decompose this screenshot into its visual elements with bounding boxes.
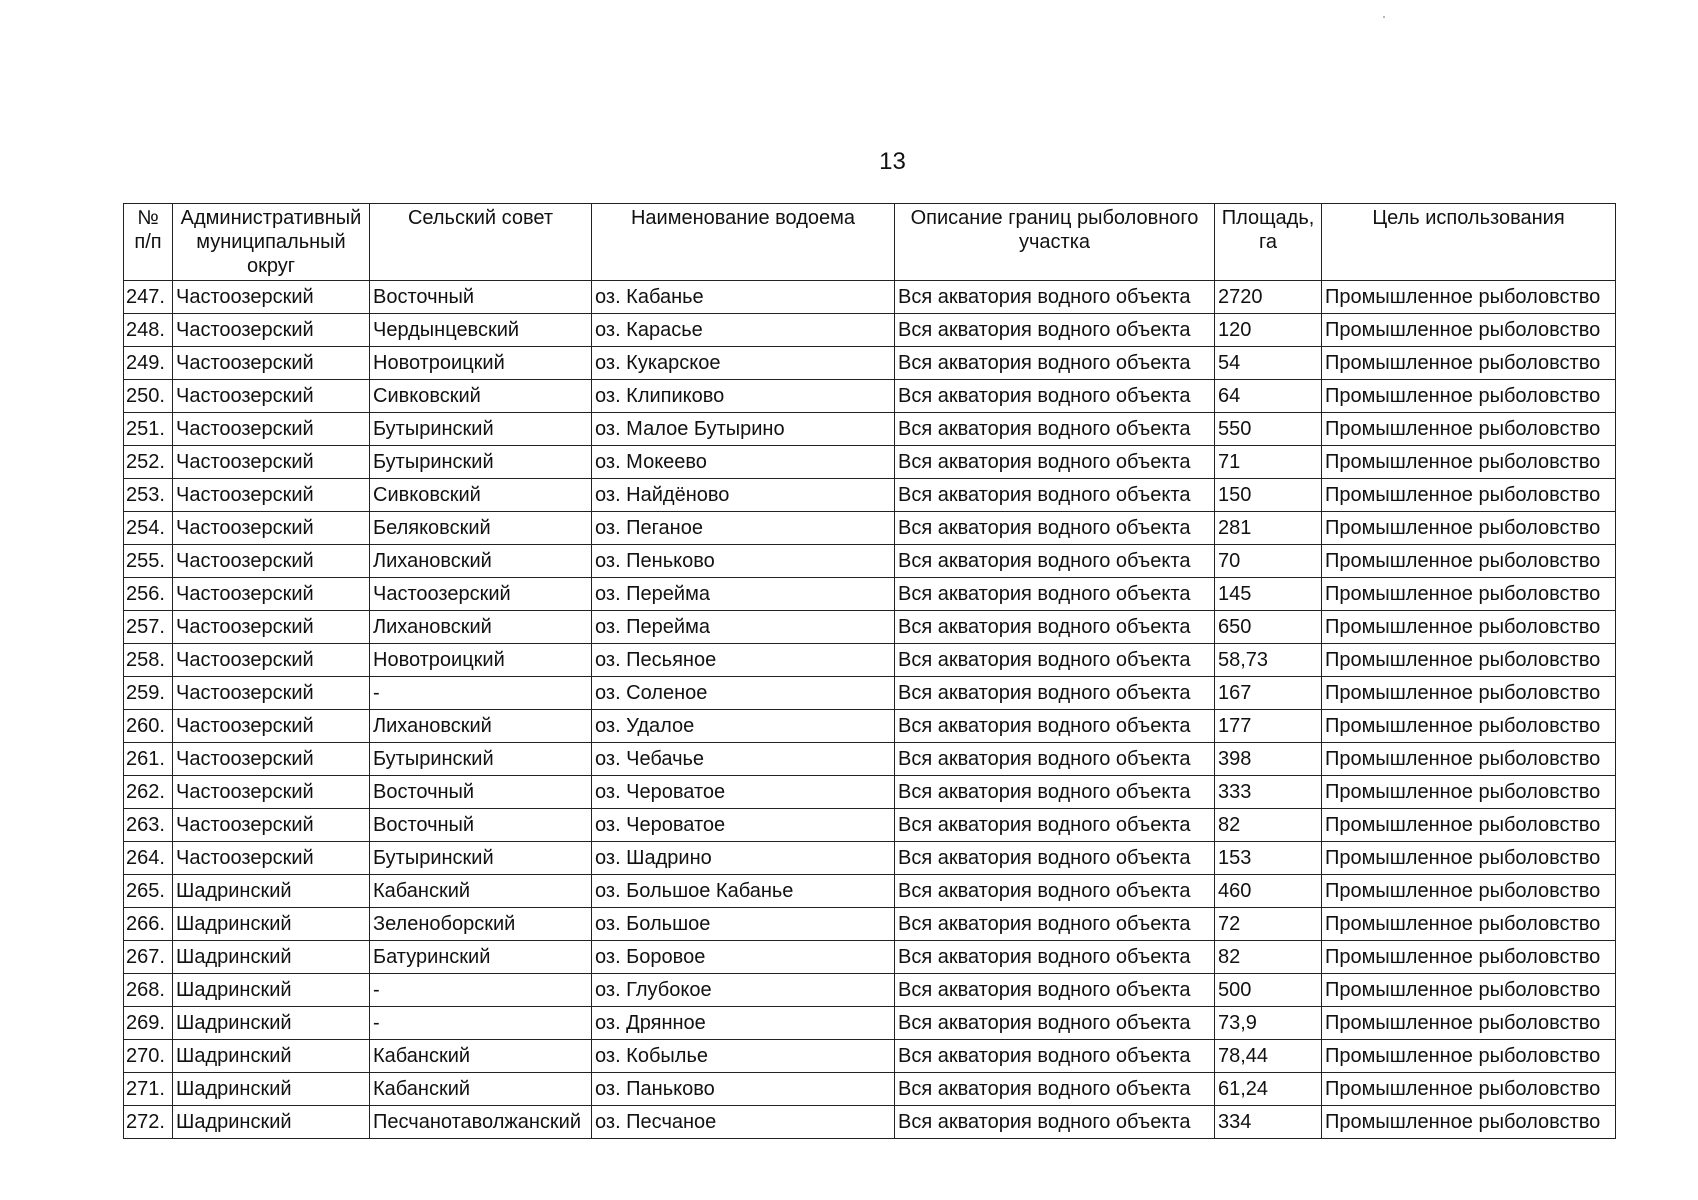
cell-council: Новотроицкий	[370, 644, 592, 677]
cell-waterbody: оз. Пеганое	[592, 512, 895, 545]
table-row	[124, 875, 1616, 908]
cell-district: Шадринский	[173, 941, 370, 974]
table-row	[124, 512, 1616, 545]
table-row	[124, 1040, 1616, 1073]
cell-purpose: Промышленное рыболовство	[1322, 842, 1616, 875]
cell-boundaries: Вся акватория водного объекта	[895, 1106, 1215, 1139]
cell-num: 254.	[124, 512, 173, 545]
cell-area: 71	[1215, 446, 1322, 479]
cell-boundaries: Вся акватория водного объекта	[895, 1073, 1215, 1106]
cell-council: Беляковский	[370, 512, 592, 545]
cell-area: 550	[1215, 413, 1322, 446]
cell-district: Шадринский	[173, 974, 370, 1007]
cell-council: Кабанский	[370, 1073, 592, 1106]
table-row	[124, 974, 1616, 1007]
table-row	[124, 677, 1616, 710]
cell-area: 61,24	[1215, 1073, 1322, 1106]
table-row	[124, 1073, 1616, 1106]
cell-purpose: Промышленное рыболовство	[1322, 974, 1616, 1007]
cell-waterbody: оз. Песчаное	[592, 1106, 895, 1139]
cell-waterbody: оз. Пеньково	[592, 545, 895, 578]
header-num-line-2: п/п	[134, 231, 162, 253]
cell-waterbody: оз. Мокеево	[592, 446, 895, 479]
cell-district: Шадринский	[173, 875, 370, 908]
cell-waterbody: оз. Кобылье	[592, 1040, 895, 1073]
cell-num: 266.	[124, 908, 173, 941]
cell-num: 259.	[124, 677, 173, 710]
cell-district: Частоозерский	[173, 743, 370, 776]
cell-num: 263.	[124, 809, 173, 842]
cell-area: 72	[1215, 908, 1322, 941]
table-body	[124, 281, 1616, 1139]
cell-num: 250.	[124, 380, 173, 413]
table-row	[124, 578, 1616, 611]
cell-boundaries: Вся акватория водного объекта	[895, 875, 1215, 908]
cell-waterbody: оз. Шадрино	[592, 842, 895, 875]
cell-purpose: Промышленное рыболовство	[1322, 1106, 1616, 1139]
header-num-line-1: №	[137, 207, 159, 229]
cell-purpose: Промышленное рыболовство	[1322, 743, 1616, 776]
cell-council: -	[370, 974, 592, 1007]
scan-artifact	[1383, 16, 1385, 18]
cell-purpose: Промышленное рыболовство	[1322, 908, 1616, 941]
cell-area: 82	[1215, 941, 1322, 974]
cell-waterbody: оз. Карасье	[592, 314, 895, 347]
header-waterbody	[592, 204, 895, 281]
cell-waterbody: оз. Клипиково	[592, 380, 895, 413]
header-district-line-2: муниципальный	[196, 231, 346, 253]
cell-council: Батуринский	[370, 941, 592, 974]
cell-purpose: Промышленное рыболовство	[1322, 281, 1616, 314]
cell-purpose: Промышленное рыболовство	[1322, 512, 1616, 545]
cell-district: Частоозерский	[173, 842, 370, 875]
header-purpose	[1322, 204, 1616, 281]
cell-district: Частоозерский	[173, 644, 370, 677]
table-row	[124, 1007, 1616, 1040]
cell-waterbody: оз. Чебачье	[592, 743, 895, 776]
table-row	[124, 281, 1616, 314]
cell-area: 650	[1215, 611, 1322, 644]
cell-waterbody: оз. Малое Бутырино	[592, 413, 895, 446]
cell-district: Частоозерский	[173, 677, 370, 710]
cell-num: 248.	[124, 314, 173, 347]
cell-council: Восточный	[370, 776, 592, 809]
cell-area: 167	[1215, 677, 1322, 710]
cell-council: Восточный	[370, 281, 592, 314]
cell-purpose: Промышленное рыболовство	[1322, 875, 1616, 908]
header-district	[173, 204, 370, 281]
cell-council: Восточный	[370, 809, 592, 842]
cell-num: 260.	[124, 710, 173, 743]
table-row	[124, 710, 1616, 743]
cell-num: 253.	[124, 479, 173, 512]
header-num	[124, 204, 173, 281]
cell-waterbody: оз. Чероватое	[592, 776, 895, 809]
cell-area: 177	[1215, 710, 1322, 743]
cell-council: Кабанский	[370, 875, 592, 908]
cell-purpose: Промышленное рыболовство	[1322, 380, 1616, 413]
cell-num: 268.	[124, 974, 173, 1007]
cell-waterbody: оз. Найдёново	[592, 479, 895, 512]
table-row	[124, 413, 1616, 446]
header-boundaries-line-1: Описание границ рыболовного	[910, 207, 1199, 229]
cell-area: 82	[1215, 809, 1322, 842]
cell-district: Частоозерский	[173, 545, 370, 578]
cell-area: 333	[1215, 776, 1322, 809]
cell-purpose: Промышленное рыболовство	[1322, 479, 1616, 512]
cell-boundaries: Вся акватория водного объекта	[895, 710, 1215, 743]
table-row	[124, 809, 1616, 842]
table-row	[124, 545, 1616, 578]
cell-boundaries: Вся акватория водного объекта	[895, 545, 1215, 578]
cell-boundaries: Вся акватория водного объекта	[895, 314, 1215, 347]
fishing-areas-table	[123, 203, 1616, 1139]
cell-waterbody: оз. Глубокое	[592, 974, 895, 1007]
header-boundaries	[895, 204, 1215, 281]
cell-boundaries: Вся акватория водного объекта	[895, 380, 1215, 413]
cell-boundaries: Вся акватория водного объекта	[895, 446, 1215, 479]
cell-district: Частоозерский	[173, 380, 370, 413]
cell-purpose: Промышленное рыболовство	[1322, 446, 1616, 479]
cell-council: Бутыринский	[370, 446, 592, 479]
cell-council: Лихановский	[370, 611, 592, 644]
cell-boundaries: Вся акватория водного объекта	[895, 578, 1215, 611]
cell-waterbody: оз. Дрянное	[592, 1007, 895, 1040]
header-district-line-3: округ	[246, 255, 296, 277]
cell-district: Частоозерский	[173, 710, 370, 743]
page-number: 13	[879, 148, 906, 175]
cell-boundaries: Вся акватория водного объекта	[895, 842, 1215, 875]
cell-waterbody: оз. Чероватое	[592, 809, 895, 842]
cell-purpose: Промышленное рыболовство	[1322, 413, 1616, 446]
cell-waterbody: оз. Боровое	[592, 941, 895, 974]
cell-area: 2720	[1215, 281, 1322, 314]
cell-council: Зеленоборский	[370, 908, 592, 941]
cell-area: 70	[1215, 545, 1322, 578]
cell-area: 281	[1215, 512, 1322, 545]
cell-purpose: Промышленное рыболовство	[1322, 578, 1616, 611]
cell-purpose: Промышленное рыболовство	[1322, 1073, 1616, 1106]
cell-area: 54	[1215, 347, 1322, 380]
table-row	[124, 941, 1616, 974]
cell-council: Частоозерский	[370, 578, 592, 611]
cell-council: Бутыринский	[370, 743, 592, 776]
cell-boundaries: Вся акватория водного объекта	[895, 974, 1215, 1007]
cell-area: 398	[1215, 743, 1322, 776]
header-council-line-1: Сельский совет	[407, 207, 553, 229]
cell-council: Новотроицкий	[370, 347, 592, 380]
cell-council: Чердынцевский	[370, 314, 592, 347]
cell-council: -	[370, 1007, 592, 1040]
cell-purpose: Промышленное рыболовство	[1322, 545, 1616, 578]
cell-district: Шадринский	[173, 1040, 370, 1073]
cell-waterbody: оз. Удалое	[592, 710, 895, 743]
cell-district: Шадринский	[173, 1106, 370, 1139]
cell-waterbody: оз. Паньково	[592, 1073, 895, 1106]
header-council	[370, 204, 592, 281]
cell-num: 252.	[124, 446, 173, 479]
cell-council: Кабанский	[370, 1040, 592, 1073]
cell-boundaries: Вся акватория водного объекта	[895, 776, 1215, 809]
cell-district: Частоозерский	[173, 512, 370, 545]
header-area-line-1: Площадь,	[1221, 207, 1315, 229]
table-row	[124, 1106, 1616, 1139]
cell-boundaries: Вся акватория водного объекта	[895, 677, 1215, 710]
header-boundaries-line-2: участка	[1018, 231, 1090, 253]
cell-boundaries: Вся акватория водного объекта	[895, 941, 1215, 974]
cell-area: 150	[1215, 479, 1322, 512]
table-row	[124, 776, 1616, 809]
cell-council: Бутыринский	[370, 842, 592, 875]
cell-num: 271.	[124, 1073, 173, 1106]
cell-district: Частоозерский	[173, 281, 370, 314]
cell-boundaries: Вся акватория водного объекта	[895, 479, 1215, 512]
cell-boundaries: Вся акватория водного объекта	[895, 611, 1215, 644]
table-row	[124, 314, 1616, 347]
cell-council: Лихановский	[370, 545, 592, 578]
cell-area: 145	[1215, 578, 1322, 611]
cell-area: 64	[1215, 380, 1322, 413]
cell-area: 460	[1215, 875, 1322, 908]
cell-area: 500	[1215, 974, 1322, 1007]
cell-purpose: Промышленное рыболовство	[1322, 1040, 1616, 1073]
cell-num: 262.	[124, 776, 173, 809]
cell-district: Шадринский	[173, 1073, 370, 1106]
cell-num: 257.	[124, 611, 173, 644]
table-row	[124, 446, 1616, 479]
cell-area: 58,73	[1215, 644, 1322, 677]
table-row	[124, 347, 1616, 380]
table-row	[124, 644, 1616, 677]
table-row	[124, 611, 1616, 644]
cell-council: Лихановский	[370, 710, 592, 743]
cell-purpose: Промышленное рыболовство	[1322, 776, 1616, 809]
cell-purpose: Промышленное рыболовство	[1322, 1007, 1616, 1040]
cell-num: 264.	[124, 842, 173, 875]
cell-boundaries: Вся акватория водного объекта	[895, 908, 1215, 941]
cell-waterbody: оз. Соленое	[592, 677, 895, 710]
header-waterbody-line-1: Наименование водоема	[630, 207, 856, 229]
cell-boundaries: Вся акватория водного объекта	[895, 644, 1215, 677]
cell-area: 153	[1215, 842, 1322, 875]
cell-district: Частоозерский	[173, 314, 370, 347]
cell-waterbody: оз. Большое	[592, 908, 895, 941]
cell-purpose: Промышленное рыболовство	[1322, 314, 1616, 347]
cell-district: Частоозерский	[173, 776, 370, 809]
cell-waterbody: оз. Кукарское	[592, 347, 895, 380]
cell-purpose: Промышленное рыболовство	[1322, 941, 1616, 974]
table-row	[124, 380, 1616, 413]
cell-boundaries: Вся акватория водного объекта	[895, 743, 1215, 776]
cell-num: 256.	[124, 578, 173, 611]
cell-waterbody: оз. Кабанье	[592, 281, 895, 314]
cell-boundaries: Вся акватория водного объекта	[895, 512, 1215, 545]
cell-num: 249.	[124, 347, 173, 380]
cell-boundaries: Вся акватория водного объекта	[895, 347, 1215, 380]
cell-num: 247.	[124, 281, 173, 314]
cell-purpose: Промышленное рыболовство	[1322, 347, 1616, 380]
cell-council: -	[370, 677, 592, 710]
cell-boundaries: Вся акватория водного объекта	[895, 281, 1215, 314]
header-area-line-2: га	[1259, 231, 1277, 253]
cell-council: Бутыринский	[370, 413, 592, 446]
cell-num: 270.	[124, 1040, 173, 1073]
cell-district: Частоозерский	[173, 611, 370, 644]
cell-purpose: Промышленное рыболовство	[1322, 677, 1616, 710]
cell-boundaries: Вся акватория водного объекта	[895, 1007, 1215, 1040]
cell-waterbody: оз. Перейма	[592, 578, 895, 611]
header-row	[124, 204, 1616, 281]
table-row	[124, 479, 1616, 512]
cell-district: Частоозерский	[173, 446, 370, 479]
cell-boundaries: Вся акватория водного объекта	[895, 809, 1215, 842]
cell-purpose: Промышленное рыболовство	[1322, 710, 1616, 743]
cell-district: Шадринский	[173, 1007, 370, 1040]
cell-council: Сивковский	[370, 380, 592, 413]
cell-purpose: Промышленное рыболовство	[1322, 644, 1616, 677]
cell-district: Частоозерский	[173, 479, 370, 512]
cell-district: Частоозерский	[173, 809, 370, 842]
table-row	[124, 908, 1616, 941]
cell-waterbody: оз. Большое Кабанье	[592, 875, 895, 908]
cell-waterbody: оз. Песьяное	[592, 644, 895, 677]
cell-district: Частоозерский	[173, 413, 370, 446]
cell-num: 265.	[124, 875, 173, 908]
cell-council: Сивковский	[370, 479, 592, 512]
cell-num: 258.	[124, 644, 173, 677]
cell-area: 73,9	[1215, 1007, 1322, 1040]
header-district-line-1: Административный	[180, 207, 362, 229]
header-area	[1215, 204, 1322, 281]
cell-district: Частоозерский	[173, 347, 370, 380]
cell-area: 334	[1215, 1106, 1322, 1139]
cell-council: Песчанотаволжанский	[370, 1106, 592, 1139]
cell-boundaries: Вся акватория водного объекта	[895, 1040, 1215, 1073]
table-row	[124, 743, 1616, 776]
cell-boundaries: Вся акватория водного объекта	[895, 413, 1215, 446]
cell-num: 267.	[124, 941, 173, 974]
cell-area: 120	[1215, 314, 1322, 347]
cell-district: Шадринский	[173, 908, 370, 941]
cell-area: 78,44	[1215, 1040, 1322, 1073]
cell-district: Частоозерский	[173, 578, 370, 611]
table-header	[124, 204, 1616, 281]
cell-num: 255.	[124, 545, 173, 578]
cell-waterbody: оз. Перейма	[592, 611, 895, 644]
cell-num: 269.	[124, 1007, 173, 1040]
cell-num: 251.	[124, 413, 173, 446]
header-purpose-line-1: Цель использования	[1372, 207, 1565, 229]
cell-purpose: Промышленное рыболовство	[1322, 611, 1616, 644]
cell-num: 272.	[124, 1106, 173, 1139]
table-row	[124, 842, 1616, 875]
cell-num: 261.	[124, 743, 173, 776]
cell-purpose: Промышленное рыболовство	[1322, 809, 1616, 842]
